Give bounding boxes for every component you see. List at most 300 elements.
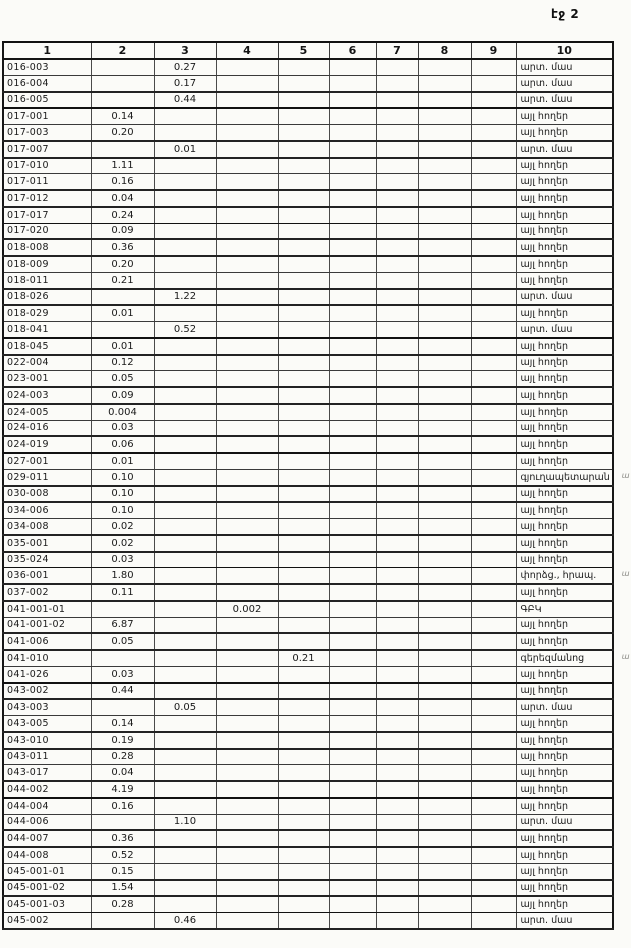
cell-col3 (154, 683, 216, 700)
cell-col10: այլ հողեր (516, 355, 613, 371)
cell-col8 (418, 272, 471, 288)
cell-col1: 045-001-03 (3, 896, 91, 912)
cell-col4 (216, 552, 278, 568)
cell-col3 (154, 749, 216, 765)
cell-col4 (216, 436, 278, 453)
cell-col9 (471, 355, 516, 371)
cell-col2: 0.02 (91, 519, 154, 535)
cell-col5 (278, 683, 329, 700)
cell-col1: 037-002 (3, 584, 91, 601)
table-row (3, 896, 613, 912)
cell-col2 (91, 141, 154, 158)
cell-col9 (471, 880, 516, 897)
cell-col1: 017-007 (3, 141, 91, 158)
cell-col1: 043-010 (3, 732, 91, 749)
cell-col2: 0.20 (91, 125, 154, 141)
cell-col7 (376, 683, 418, 700)
cell-col5 (278, 617, 329, 633)
cell-col3 (154, 765, 216, 781)
cell-col7 (376, 798, 418, 814)
cell-col7 (376, 289, 418, 306)
cell-col6 (329, 436, 376, 453)
cell-col9 (471, 108, 516, 124)
cell-col4 (216, 75, 278, 91)
table-row (3, 519, 613, 535)
cell-col5 (278, 601, 329, 617)
cell-col1: 018-045 (3, 338, 91, 355)
cell-col1: 024-016 (3, 420, 91, 436)
cell-col9 (471, 125, 516, 141)
cell-col8 (418, 190, 471, 207)
cell-col8 (418, 814, 471, 830)
cell-col10: այլ հողեր (516, 338, 613, 355)
cell-col7 (376, 650, 418, 666)
cell-col8 (418, 125, 471, 141)
cell-col6 (329, 617, 376, 633)
column-header-1: 1 (3, 42, 91, 59)
cell-col3: 0.44 (154, 92, 216, 109)
table-row (3, 830, 613, 847)
cell-col4 (216, 387, 278, 404)
cell-col3 (154, 305, 216, 321)
cell-col7 (376, 486, 418, 503)
cell-col8 (418, 239, 471, 256)
cell-col8 (418, 141, 471, 158)
column-header-9: 9 (471, 42, 516, 59)
cell-col3 (154, 880, 216, 897)
cell-col4 (216, 863, 278, 879)
table-row (3, 584, 613, 601)
cell-col9 (471, 141, 516, 158)
cell-col5 (278, 190, 329, 207)
cell-col7 (376, 552, 418, 568)
cell-col3 (154, 453, 216, 469)
cell-col8 (418, 59, 471, 75)
table-row (3, 502, 613, 518)
cell-col10: այլ հողեր (516, 896, 613, 912)
cell-col4 (216, 535, 278, 552)
cell-col4 (216, 749, 278, 765)
cell-col6 (329, 355, 376, 371)
cell-col10: այլ հողեր (516, 256, 613, 272)
cell-col8 (418, 404, 471, 420)
cell-col10: արտ. մաս (516, 699, 613, 715)
cell-col2: 0.19 (91, 732, 154, 749)
cell-col6 (329, 125, 376, 141)
cell-col2: 0.21 (91, 272, 154, 288)
table-row (3, 847, 613, 863)
cell-col1: 017-020 (3, 223, 91, 239)
table-row (3, 535, 613, 552)
table-row (3, 190, 613, 207)
cell-col5 (278, 896, 329, 912)
cell-col5 (278, 781, 329, 798)
cell-col7 (376, 190, 418, 207)
cell-col6 (329, 568, 376, 584)
cell-col6 (329, 749, 376, 765)
cell-col2 (91, 59, 154, 75)
cell-col3: 0.46 (154, 913, 216, 929)
cell-col7 (376, 141, 418, 158)
cell-col1: 044-002 (3, 781, 91, 798)
cell-col6 (329, 650, 376, 666)
table-row (3, 814, 613, 830)
cell-col2: 0.12 (91, 355, 154, 371)
cell-col7 (376, 453, 418, 469)
cell-col7 (376, 404, 418, 420)
cell-col1: 044-004 (3, 798, 91, 814)
cell-col1: 043-003 (3, 699, 91, 715)
cell-col6 (329, 141, 376, 158)
cell-col3 (154, 355, 216, 371)
cell-col2 (91, 289, 154, 306)
cell-col7 (376, 322, 418, 338)
cell-col10: այլ հողեր (516, 617, 613, 633)
cell-col4 (216, 469, 278, 485)
table-row (3, 732, 613, 749)
cell-col5 (278, 387, 329, 404)
cell-col4 (216, 798, 278, 814)
table-row (3, 699, 613, 715)
cell-col4: 0.002 (216, 601, 278, 617)
cell-col4 (216, 158, 278, 174)
cell-col5 (278, 420, 329, 436)
cell-col9 (471, 765, 516, 781)
cell-col9 (471, 239, 516, 256)
cell-col9 (471, 781, 516, 798)
cell-col4 (216, 765, 278, 781)
cell-col8 (418, 798, 471, 814)
cell-col9 (471, 683, 516, 700)
cell-col7 (376, 830, 418, 847)
cell-col4 (216, 108, 278, 124)
cell-col8 (418, 617, 471, 633)
cell-col6 (329, 765, 376, 781)
cell-col1: 018-009 (3, 256, 91, 272)
cell-col6 (329, 158, 376, 174)
cell-col5 (278, 847, 329, 863)
cell-col7 (376, 716, 418, 732)
cell-col5 (278, 469, 329, 485)
table-row (3, 863, 613, 879)
cell-col1: 041-001-01 (3, 601, 91, 617)
cell-col6 (329, 223, 376, 239)
cell-col8 (418, 716, 471, 732)
cell-col8 (418, 371, 471, 387)
table-row (3, 436, 613, 453)
cell-col10: այլ հողեր (516, 125, 613, 141)
cell-col8 (418, 108, 471, 124)
cell-col7 (376, 223, 418, 239)
table-row (3, 749, 613, 765)
table-row (3, 92, 613, 109)
table-row (3, 223, 613, 239)
cell-col8 (418, 913, 471, 929)
cell-col6 (329, 239, 376, 256)
cell-col6 (329, 469, 376, 485)
cell-col3 (154, 108, 216, 124)
cell-col7 (376, 863, 418, 879)
cell-col5 (278, 798, 329, 814)
cell-col10: այլ հողեր (516, 108, 613, 124)
cell-col9 (471, 469, 516, 485)
cell-col7 (376, 59, 418, 75)
cell-col4 (216, 519, 278, 535)
cell-col10: այլ հողեր (516, 847, 613, 863)
cell-col4 (216, 420, 278, 436)
data-table (2, 41, 629, 930)
table-row (3, 256, 613, 272)
cell-col7 (376, 617, 418, 633)
cell-col5 (278, 814, 329, 830)
cell-col1: 022-004 (3, 355, 91, 371)
cell-col7 (376, 256, 418, 272)
cell-col1: 035-024 (3, 552, 91, 568)
cell-col2: 0.05 (91, 371, 154, 387)
cell-col3 (154, 847, 216, 863)
cell-col2: 0.52 (91, 847, 154, 863)
cell-col3 (154, 239, 216, 256)
column-header-3: 3 (154, 42, 216, 59)
cell-col4 (216, 92, 278, 109)
cell-col1: 034-008 (3, 519, 91, 535)
table-row (3, 716, 613, 732)
cell-col10: այլ հողեր (516, 749, 613, 765)
cell-col2: 0.28 (91, 896, 154, 912)
cell-col9 (471, 749, 516, 765)
cell-col5 (278, 239, 329, 256)
cell-col10: այլ հողեր (516, 190, 613, 207)
cell-col8 (418, 174, 471, 190)
cell-col8 (418, 535, 471, 552)
header-row (3, 42, 613, 59)
cell-col10: այլ հողեր (516, 272, 613, 288)
cell-col1: 041-001-02 (3, 617, 91, 633)
column-header-10: 10 (516, 42, 613, 59)
table-row (3, 552, 613, 568)
cell-col2: 0.36 (91, 239, 154, 256)
cell-col5 (278, 880, 329, 897)
cell-col2: 0.03 (91, 552, 154, 568)
cell-col2: 0.36 (91, 830, 154, 847)
cell-col4 (216, 338, 278, 355)
cell-col4 (216, 913, 278, 929)
cell-col9 (471, 798, 516, 814)
cell-col7 (376, 519, 418, 535)
cell-col1: 045-001-01 (3, 863, 91, 879)
cell-col9 (471, 453, 516, 469)
cell-col5 (278, 305, 329, 321)
cell-col7 (376, 633, 418, 650)
cell-col6 (329, 798, 376, 814)
cell-col3 (154, 552, 216, 568)
cell-col5 (278, 322, 329, 338)
cell-col3 (154, 223, 216, 239)
cell-col4 (216, 322, 278, 338)
cell-col4 (216, 289, 278, 306)
cell-col1: 023-001 (3, 371, 91, 387)
cell-col4 (216, 239, 278, 256)
table-row (3, 158, 613, 174)
cell-col7 (376, 699, 418, 715)
cell-col4 (216, 190, 278, 207)
cell-col7 (376, 601, 418, 617)
cell-col7 (376, 584, 418, 601)
cell-col7 (376, 896, 418, 912)
cell-col6 (329, 732, 376, 749)
cell-col5 (278, 486, 329, 503)
cell-col6 (329, 913, 376, 929)
cell-col8 (418, 699, 471, 715)
cell-col5 (278, 666, 329, 682)
cell-col5 (278, 338, 329, 355)
cell-col7 (376, 880, 418, 897)
cell-col6 (329, 896, 376, 912)
cell-col8 (418, 305, 471, 321)
cell-col2: 0.09 (91, 223, 154, 239)
cell-col4 (216, 371, 278, 387)
cell-col1: 043-011 (3, 749, 91, 765)
cell-col5 (278, 158, 329, 174)
cell-col6 (329, 338, 376, 355)
column-header-6: 6 (329, 42, 376, 59)
cell-col5 (278, 207, 329, 223)
cell-col8 (418, 863, 471, 879)
cell-col3 (154, 863, 216, 879)
cell-col3 (154, 256, 216, 272)
cell-col9 (471, 502, 516, 518)
cell-col9 (471, 158, 516, 174)
cell-col2: 0.04 (91, 190, 154, 207)
cell-col8 (418, 552, 471, 568)
cell-col1: 034-006 (3, 502, 91, 518)
cell-col3 (154, 174, 216, 190)
cell-col6 (329, 601, 376, 617)
cell-col8 (418, 749, 471, 765)
table-row (3, 798, 613, 814)
cell-col1: 018-008 (3, 239, 91, 256)
cell-col4 (216, 404, 278, 420)
cell-col6 (329, 387, 376, 404)
cell-col10: արտ. մաս (516, 75, 613, 91)
cell-col9 (471, 863, 516, 879)
cell-col5 (278, 863, 329, 879)
cell-col5 (278, 568, 329, 584)
cell-col5 (278, 404, 329, 420)
cell-col3 (154, 617, 216, 633)
cell-col6 (329, 535, 376, 552)
cell-col6 (329, 830, 376, 847)
cell-col7 (376, 371, 418, 387)
cell-col7 (376, 207, 418, 223)
cell-col3 (154, 535, 216, 552)
cell-col2: 0.10 (91, 469, 154, 485)
cell-col6 (329, 699, 376, 715)
cell-col2 (91, 92, 154, 109)
cell-col5 (278, 256, 329, 272)
cell-col5 (278, 535, 329, 552)
cell-col5 (278, 716, 329, 732)
cell-col7 (376, 535, 418, 552)
cell-col6 (329, 781, 376, 798)
cell-col4 (216, 502, 278, 518)
cell-col10: արտ. մաս (516, 92, 613, 109)
cell-col5 (278, 371, 329, 387)
cell-col2: 0.01 (91, 338, 154, 355)
cell-col9 (471, 190, 516, 207)
cell-col10: այլ հողեր (516, 158, 613, 174)
cell-col6 (329, 322, 376, 338)
cell-col8 (418, 207, 471, 223)
cell-col1: 041-006 (3, 633, 91, 650)
cell-col10: այլ հողեր (516, 174, 613, 190)
cell-col3 (154, 798, 216, 814)
cell-col9 (471, 699, 516, 715)
cell-col4 (216, 830, 278, 847)
table-row (3, 174, 613, 190)
cell-col4 (216, 486, 278, 503)
cell-col6 (329, 59, 376, 75)
cell-col4 (216, 683, 278, 700)
cell-col9 (471, 896, 516, 912)
cell-col2: 0.14 (91, 108, 154, 124)
cell-col9 (471, 92, 516, 109)
cell-col5 (278, 749, 329, 765)
cell-col4 (216, 666, 278, 682)
cell-col4 (216, 781, 278, 798)
cell-col8 (418, 322, 471, 338)
cell-col8 (418, 469, 471, 485)
cell-col7 (376, 338, 418, 355)
cell-col1: 017-012 (3, 190, 91, 207)
column-header-8: 8 (418, 42, 471, 59)
cell-col4 (216, 617, 278, 633)
cell-col7 (376, 814, 418, 830)
table-row (3, 355, 613, 371)
cell-col8 (418, 633, 471, 650)
cell-col8 (418, 568, 471, 584)
cell-col5 (278, 519, 329, 535)
cell-col7 (376, 666, 418, 682)
cell-col10: այլ հողեր (516, 863, 613, 879)
cell-col1: 044-006 (3, 814, 91, 830)
cell-col8 (418, 338, 471, 355)
cell-col4 (216, 584, 278, 601)
table-row (3, 305, 613, 321)
cell-col7 (376, 732, 418, 749)
cell-col3 (154, 436, 216, 453)
cell-col2: 1.80 (91, 568, 154, 584)
cell-col5 (278, 223, 329, 239)
cell-col6 (329, 683, 376, 700)
cell-col9 (471, 584, 516, 601)
cell-col9 (471, 617, 516, 633)
cell-col2: 1.11 (91, 158, 154, 174)
cell-col9 (471, 289, 516, 306)
cell-col9 (471, 387, 516, 404)
cell-col5 (278, 732, 329, 749)
cell-col4 (216, 568, 278, 584)
cell-col2: 0.28 (91, 749, 154, 765)
cell-col1: 043-005 (3, 716, 91, 732)
cell-col2: 4.19 (91, 781, 154, 798)
cell-col7 (376, 847, 418, 863)
table-row (3, 765, 613, 781)
table-row (3, 272, 613, 288)
cell-col1: 041-010 (3, 650, 91, 666)
table-row (3, 338, 613, 355)
cell-col3 (154, 158, 216, 174)
